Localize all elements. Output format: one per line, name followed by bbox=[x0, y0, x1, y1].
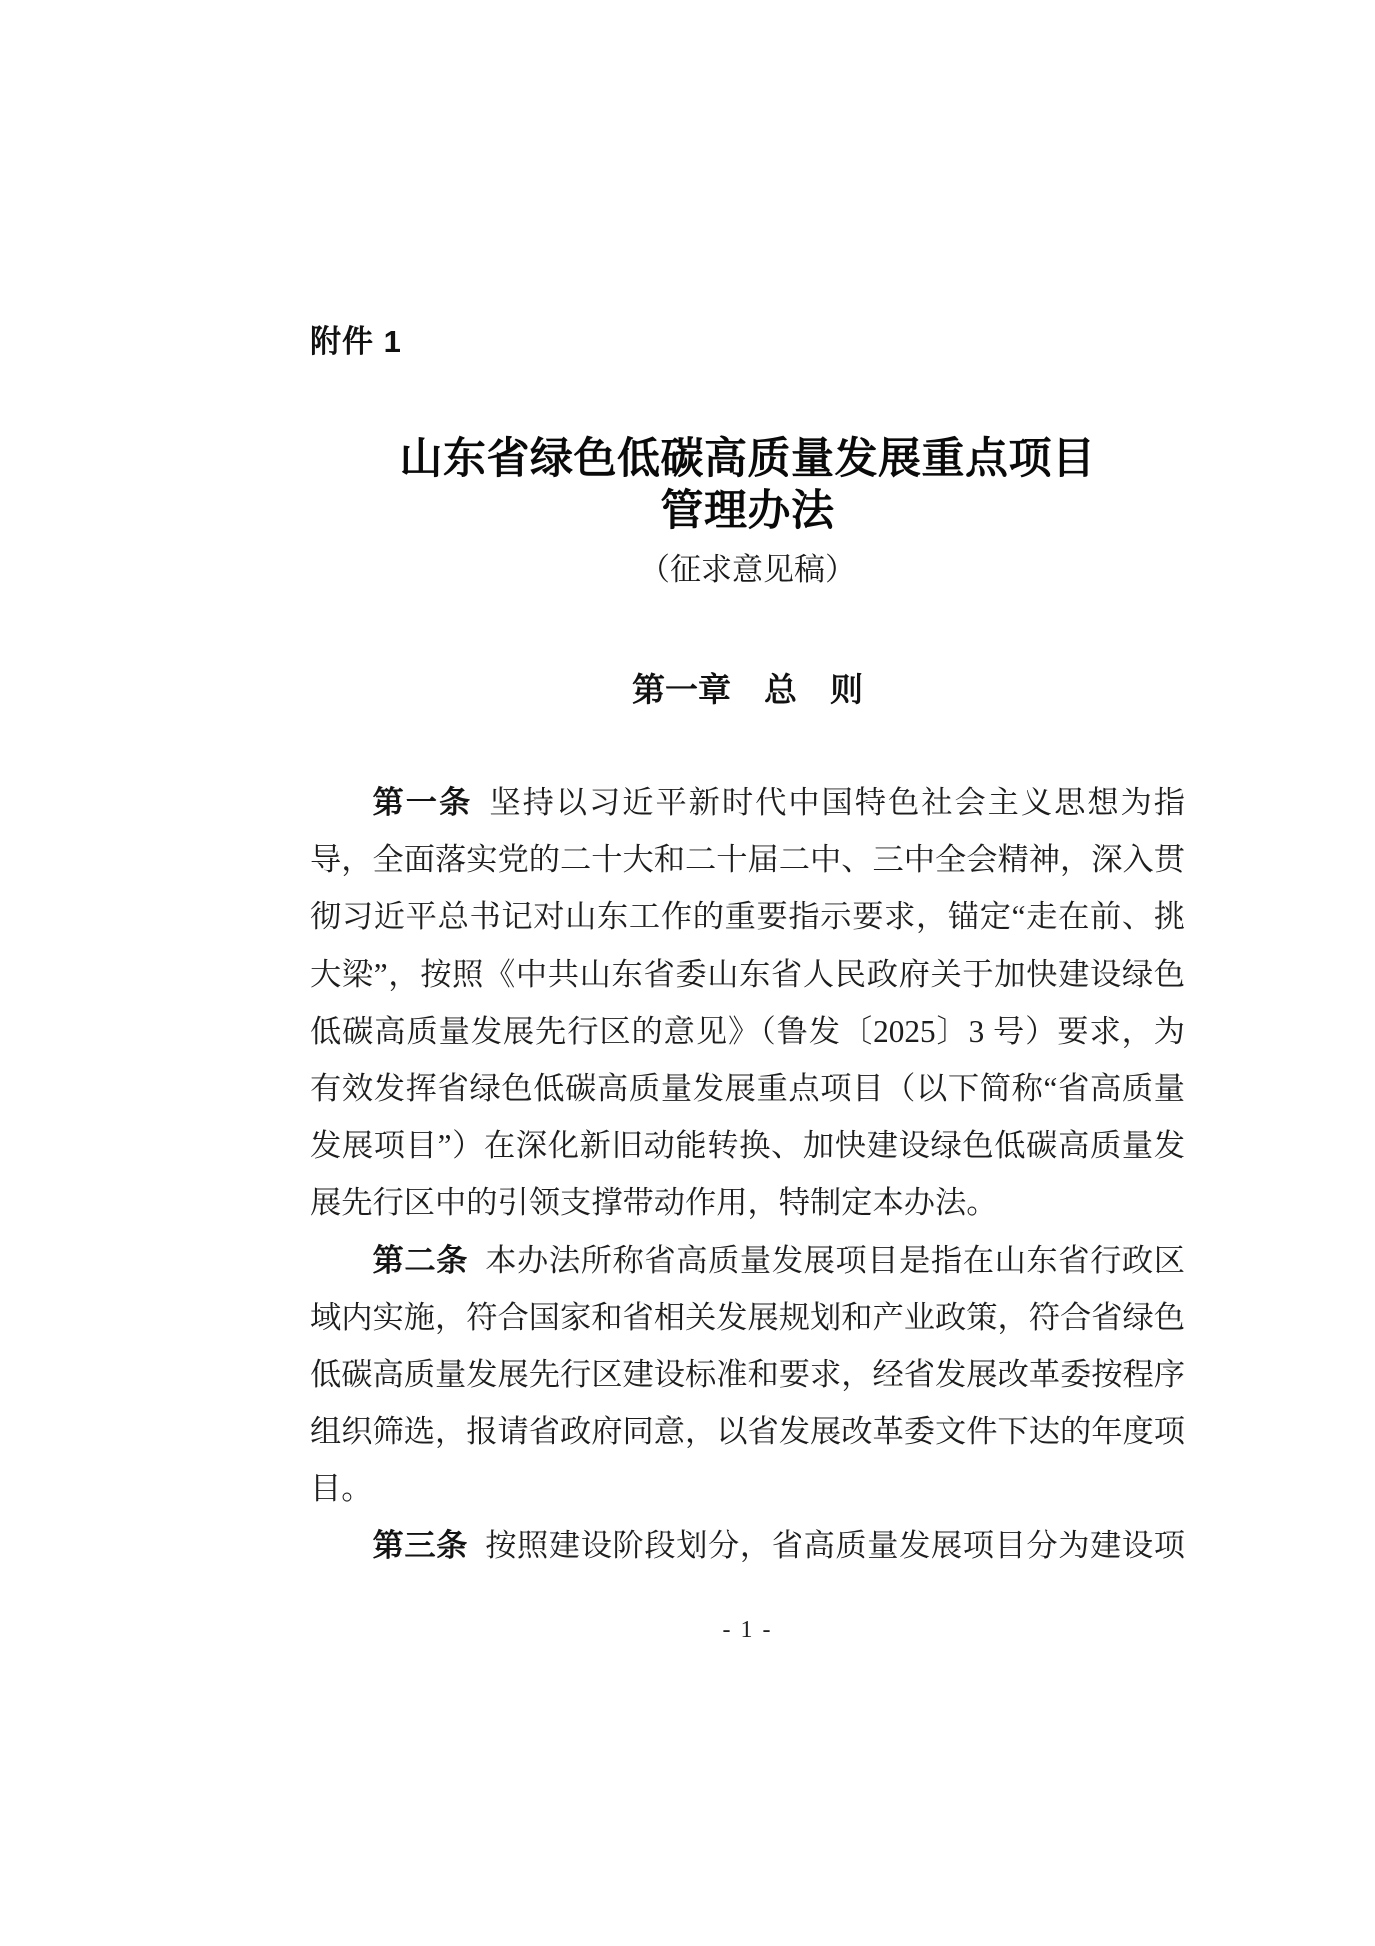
body-line-text: 大梁”，按照《中共山东省委山东省人民政府关于加快建设绿色 bbox=[310, 956, 1185, 992]
body-line-text: 展先行区中的引领支撑带动作用，特制定本办法。 bbox=[310, 1185, 998, 1221]
doc-title-line1: 山东省绿色低碳高质量发展重点项目 bbox=[399, 436, 1096, 483]
body-line bbox=[310, 946, 1185, 1003]
body-line bbox=[310, 1403, 1185, 1460]
body-line bbox=[310, 1517, 1185, 1574]
doc-title-line2: 管理办法 bbox=[660, 488, 835, 535]
doc-subtitle: （征求意见稿） bbox=[639, 552, 856, 587]
body-line-text: 彻习近平总书记对山东工作的重要指示要求，锚定“走在前、挑 bbox=[310, 899, 1185, 935]
body-line bbox=[310, 888, 1185, 945]
body-line bbox=[310, 1174, 1185, 1231]
body-line-text: 坚持以习近平新时代中国特色社会主义思想为指 bbox=[489, 785, 1186, 820]
article-label: 第一条 bbox=[372, 785, 473, 820]
page-number: - 1 - bbox=[722, 1617, 773, 1643]
body-line-text: 本办法所称省高质量发展项目是指在山东省行政区 bbox=[485, 1242, 1186, 1278]
body-line-text: 导，全面落实党的二十大和二十届二中、三中全会精神，深入贯 bbox=[310, 842, 1185, 878]
attachment-label: 附件 1 bbox=[310, 324, 402, 359]
body-line bbox=[310, 1346, 1185, 1403]
body-line bbox=[310, 831, 1185, 888]
body-line-text: 低碳高质量发展先行区的意见》（鲁发〔2025〕3 号）要求，为 bbox=[310, 1013, 1185, 1049]
body-line bbox=[310, 1003, 1185, 1060]
chapter-heading: 第一章 总 则 bbox=[632, 671, 863, 708]
body-line-text: 组织筛选，报请省政府同意，以省发展改革委文件下达的年度项 bbox=[310, 1414, 1185, 1450]
body-line-text: 目。 bbox=[310, 1471, 373, 1507]
article-label: 第二条 bbox=[372, 1242, 469, 1278]
doc-title bbox=[310, 434, 1185, 538]
body-line-text: 低碳高质量发展先行区建设标准和要求，经省发展改革委按程序 bbox=[310, 1356, 1185, 1392]
body-line-text: 发展项目”）在深化新旧动能转换、加快建设绿色低碳高质量发 bbox=[310, 1128, 1185, 1164]
article-label: 第三条 bbox=[372, 1528, 469, 1564]
body-line bbox=[310, 1117, 1185, 1174]
body-line-text: 域内实施，符合国家和省相关发展规划和产业政策，符合省绿色 bbox=[310, 1299, 1185, 1335]
body-line-text: 按照建设阶段划分，省高质量发展项目分为建设项 bbox=[485, 1528, 1186, 1564]
body-line bbox=[310, 1060, 1185, 1117]
body-line bbox=[310, 774, 1185, 831]
body-line bbox=[310, 1289, 1185, 1346]
body-line-text: 有效发挥省绿色低碳高质量发展重点项目（以下简称“省高质量 bbox=[310, 1070, 1185, 1106]
body-line bbox=[310, 1460, 1185, 1517]
document-body bbox=[310, 774, 1185, 1575]
body-line bbox=[310, 1232, 1185, 1289]
